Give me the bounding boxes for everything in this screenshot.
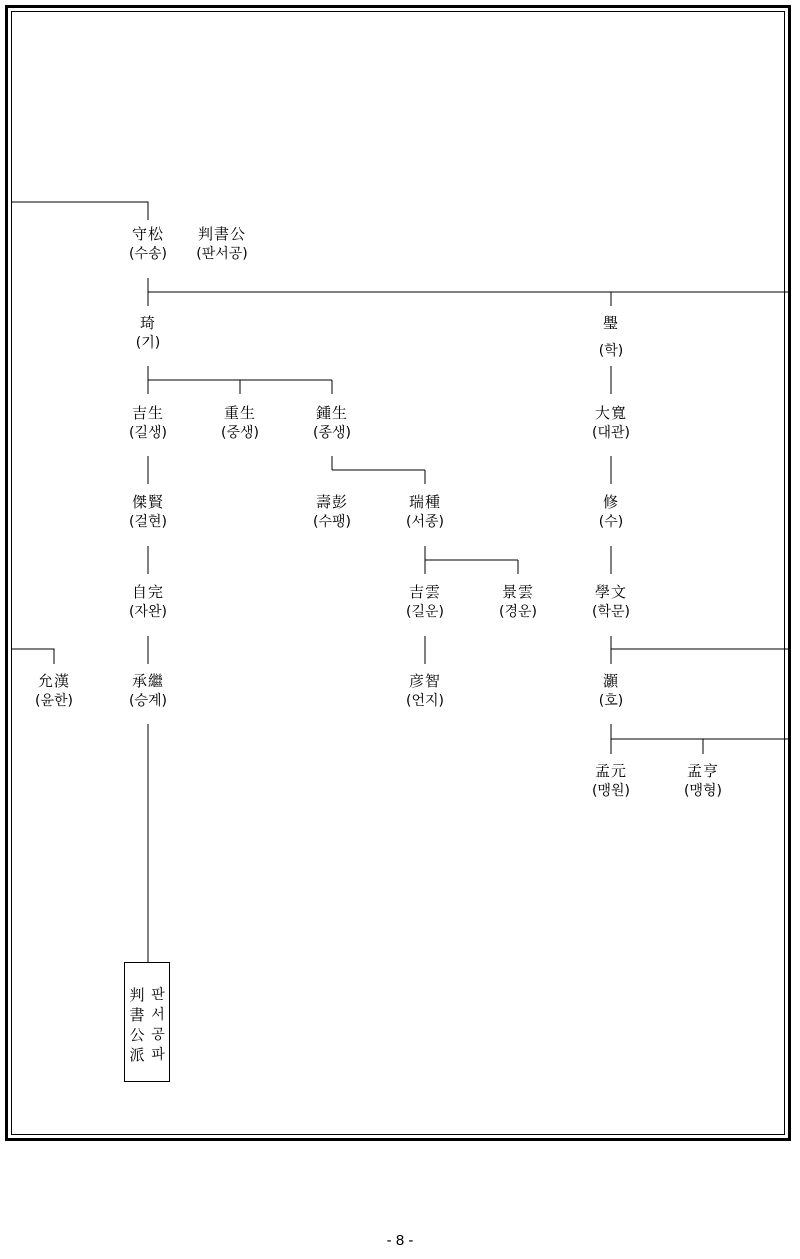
person-hangul: (맹형) <box>684 783 722 799</box>
person-eonji <box>370 671 480 711</box>
person-hangul: (호) <box>598 693 624 709</box>
person-hangul: (서종) <box>406 514 444 530</box>
person-gi <box>93 313 203 353</box>
branch-label-hanja: 判書公派 <box>129 986 145 1064</box>
person-hanja: 璺 <box>602 314 619 332</box>
person-geolhyeon <box>93 492 203 532</box>
person-seojong <box>370 492 480 532</box>
person-daegwan <box>556 403 666 443</box>
person-hangul: (종생) <box>313 425 351 441</box>
person-hanja: 允漢 <box>37 672 70 690</box>
person-hanja: 守松 <box>131 225 164 243</box>
person-hanja: 鍾生 <box>315 404 348 422</box>
person-hanja: 重生 <box>223 404 256 422</box>
person-jongsaeng <box>277 403 387 443</box>
person-seunggye <box>93 671 203 711</box>
title-panseogong <box>152 224 292 264</box>
person-hangul: (중생) <box>221 425 259 441</box>
title-hangul: (판서공) <box>196 246 248 262</box>
person-hangul: (자완) <box>129 604 167 620</box>
person-jawan <box>93 582 203 622</box>
branch-label-hangul: 판서공파 <box>151 987 165 1063</box>
person-hangul: (맹원) <box>592 783 630 799</box>
person-hangul: (승계) <box>129 693 167 709</box>
person-hangul: (수송) <box>129 246 167 262</box>
person-hanja: 彦智 <box>408 672 441 690</box>
person-hangul: (대관) <box>592 425 630 441</box>
person-hanja: 灝 <box>602 672 619 690</box>
person-hangul: (걸현) <box>129 514 167 530</box>
person-hangul: (길운) <box>406 604 444 620</box>
person-maenghyeong <box>648 761 758 801</box>
title-hanja: 判書公 <box>197 225 246 243</box>
person-hanja: 學文 <box>594 583 627 601</box>
person-hanja: 修 <box>602 493 619 511</box>
person-su <box>556 492 666 532</box>
person-hanja: 孟亨 <box>686 762 719 780</box>
person-hanja: 瑞種 <box>408 493 441 511</box>
person-hangul: (수팽) <box>313 514 351 530</box>
person-hanja: 孟元 <box>594 762 627 780</box>
person-hanja: 壽彭 <box>315 493 348 511</box>
person-hanja: 吉生 <box>131 404 164 422</box>
branch-label-box <box>124 962 170 1082</box>
person-hak <box>556 313 666 361</box>
person-hanja: 自完 <box>131 583 164 601</box>
person-ho <box>556 671 666 711</box>
person-hangul: (학문) <box>592 604 630 620</box>
person-hanja: 大寬 <box>594 404 627 422</box>
person-hanja: 承繼 <box>131 672 164 690</box>
person-hangul: (길생) <box>129 425 167 441</box>
person-hangul: (언지) <box>406 693 444 709</box>
person-hangul: (학) <box>598 343 624 359</box>
person-hangul: (기) <box>135 335 161 351</box>
person-hanja: 傑賢 <box>131 493 164 511</box>
person-hakmun <box>556 582 666 622</box>
person-hanja: 景雲 <box>501 583 534 601</box>
person-hanja: 吉雲 <box>408 583 441 601</box>
person-hangul: (윤한) <box>35 693 73 709</box>
person-hangul: (수) <box>598 514 624 530</box>
person-hanja: 琦 <box>139 314 156 332</box>
page-number: - 8 - <box>386 1232 414 1249</box>
person-hangul: (경운) <box>499 604 537 620</box>
